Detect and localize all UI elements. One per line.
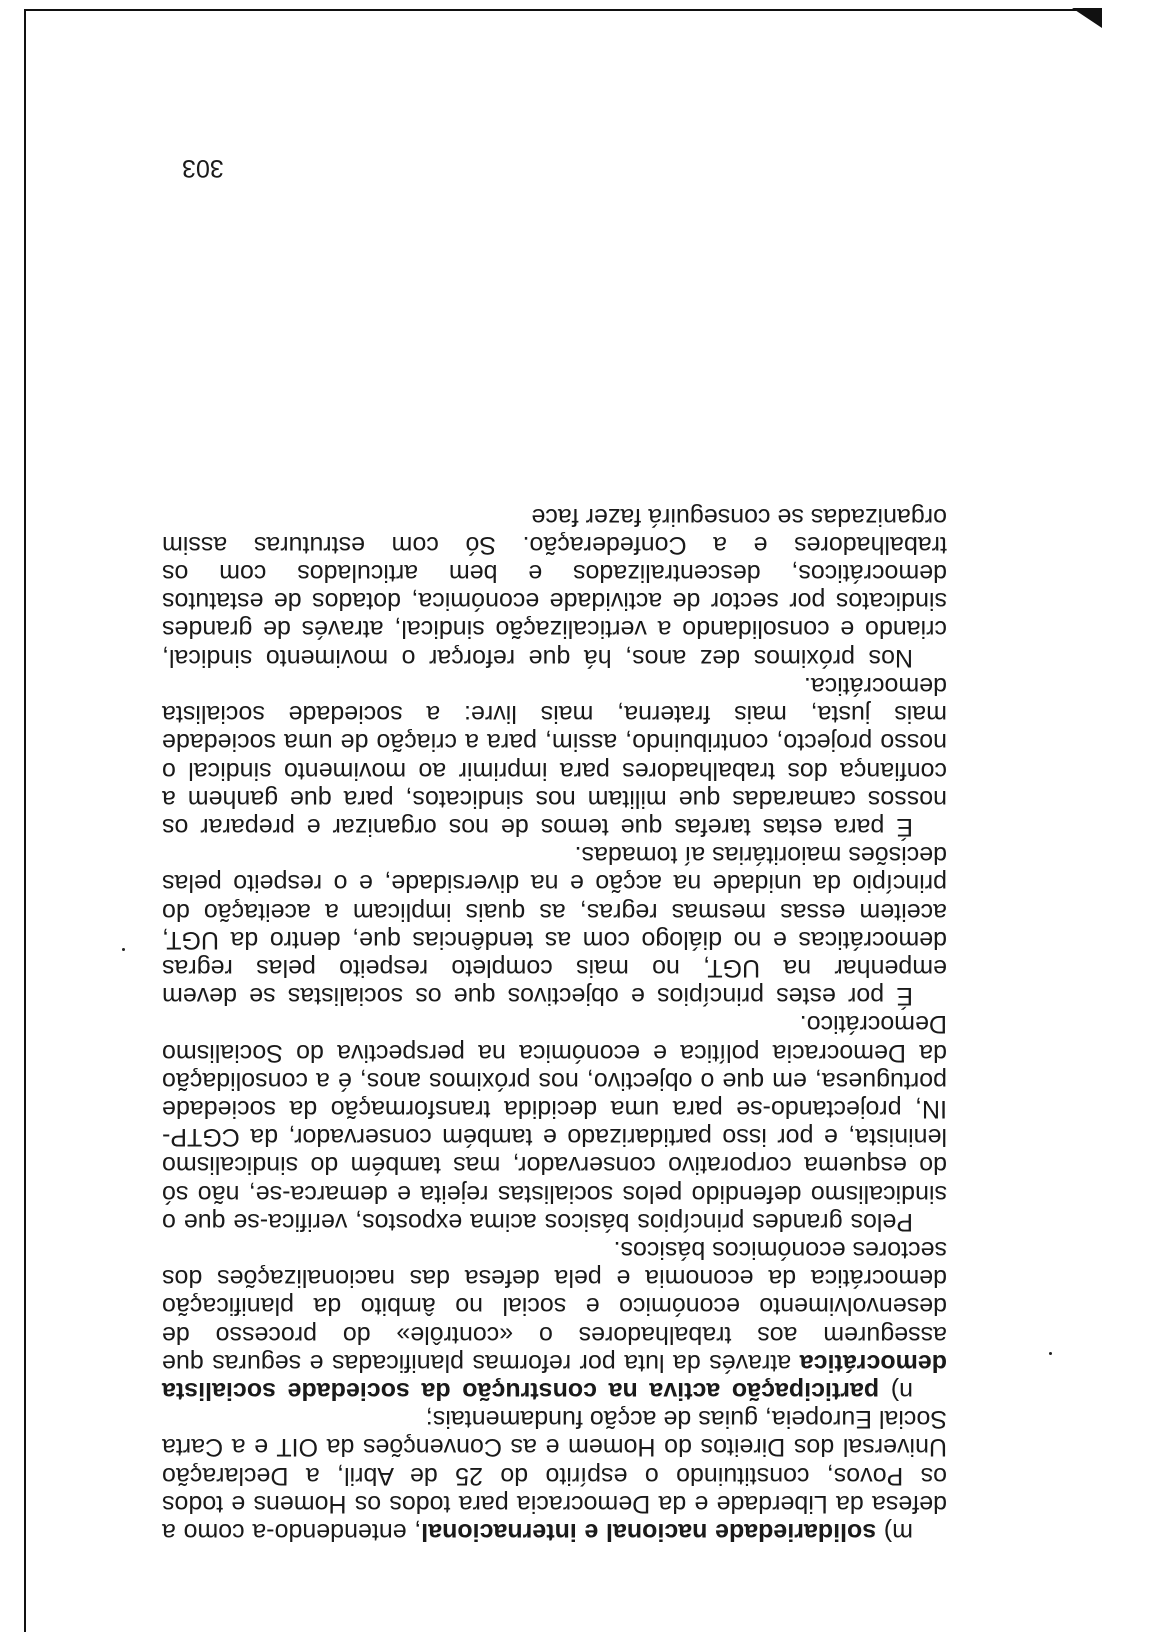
item-m	[162, 1405, 947, 1546]
paragraph-3: É para estas tarefas que temos de nos organizar e preparar os nossos camaradas que militam nos sindicatos, para que ganhem a confiança dos trabalhadores para imprimir ao movimento sindical o nosso projecto, contribuindo, assim, para a criação de uma sociedade mais justa, mais fraterna, mais livre: a sociedade socialista democrática.	[162, 671, 947, 841]
item-m-text: , entendendo-a como a defesa da Liberdade e da Democracia para todos os Homens e todos os Povos, constituindo o espírito do 25 de Abril, a Declaração Universal dos Direitos do Homem e as Convenções da OIT e a Carta Social Europeia, guias de acção fundamentais;	[162, 1405, 947, 1546]
item-n-text: através da luta por reformas planificadas e seguras que assegurem aos trabalhadores o «contrôle» do processo de desenvolvimento económico e social no âmbito da planificação democrática da economia e pela defesa das nacionalizações dos sectores económicos básicos.	[162, 1235, 947, 1377]
page-number: 303	[182, 154, 224, 182]
paragraph-4: Nos próximos dez anos, há que reforçar o movimento sindical, criando e consolidando a verticalização sindical, através de grandes sindicatos por sector de actividade económica, dotados de estatutos democráticos, descentralizados e bem articulados com os trabalhadores e a Confederação. Só com estruturas assim organizadas se conseguirá fazer face	[162, 502, 947, 672]
item-m-heading: solidariedade nacional e internacional	[421, 1518, 877, 1546]
item-n-prefix: n)	[879, 1376, 913, 1405]
paragraph-1: Pelos grandes princípios básicos acima expostos, verifica-se que o sindicalismo defendido pelos socialistas rejeita e demarca-se, não só do esquema corporativo conservador, mas também do sindicalismo leninista, e por isso partidarizado e também conservador, da CGTP-IN, projectando-se para uma decidida transformação da sociedade portuguesa, em que o objectivo, nos próximos anos, é a consolidação da Democracia política e económica na perspectiva do Socialismo Democrático.	[162, 1010, 947, 1236]
body-text	[162, 502, 947, 1546]
item-n-heading: participação activa na construção da sociedade socialista democrática	[162, 1348, 947, 1405]
paragraph-2: É por estes princípios e objectivos que os socialistas se devem empenhar na UGT, no mais completo respeito pelas regras democráticas e no diálogo com as tendências que, dentro da UGT, aceitem essas mesmas regras, as quais implicam a aceitação do princípio da unidade na acção e na diversidade, e o respeito pelas decisões maioritárias aí tomadas.	[162, 841, 947, 1011]
item-m-prefix: m)	[876, 1518, 913, 1546]
item-n	[162, 1236, 947, 1405]
